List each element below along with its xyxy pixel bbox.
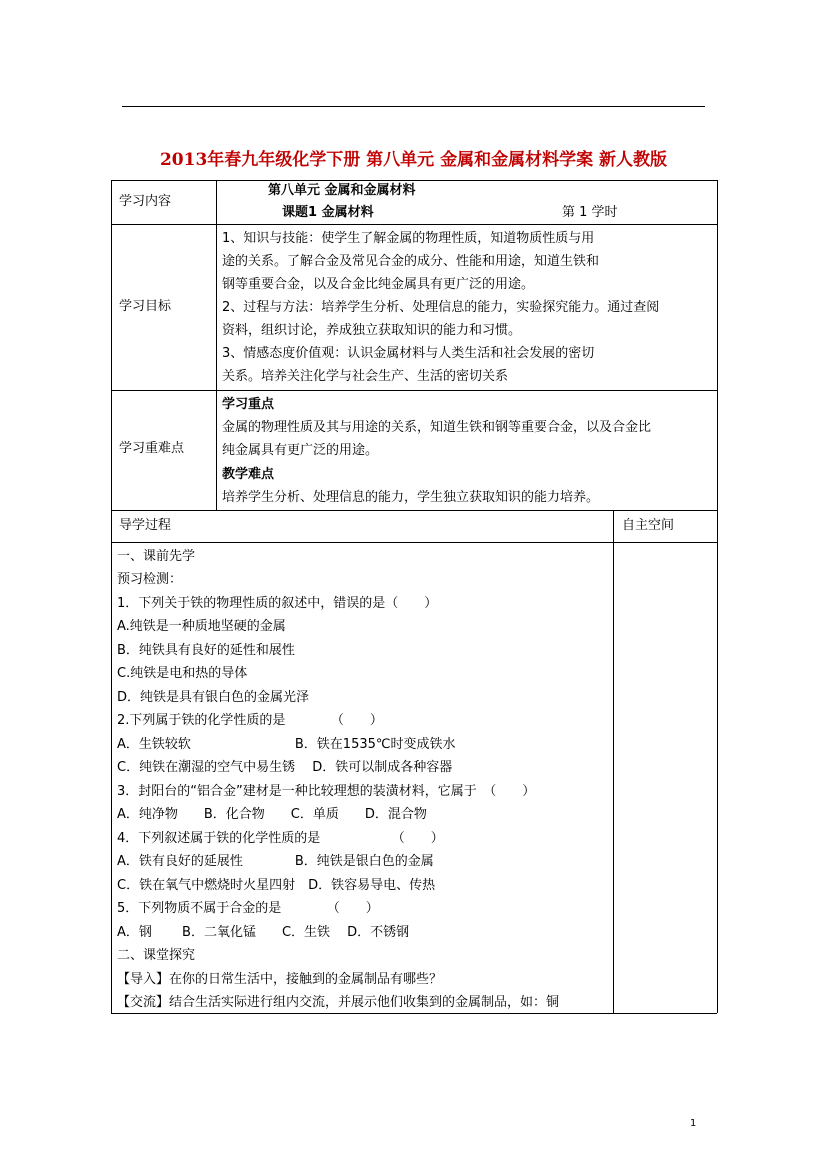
row-divider [111, 224, 717, 225]
goal-line: 资料，组织讨论，养成独立获取知识的能力和习惯。 [222, 323, 522, 338]
topic-title: 课题1 金属材料 [282, 205, 374, 220]
process-line: D．纯铁是具有银白色的金属光泽 [117, 690, 310, 705]
process-line: 3．封阳台的“铝合金”建材是一种比较理想的装潢材料，它属于 （ ） [117, 784, 536, 799]
goal-line: 2、过程与方法：培养学生分析、处理信息的能力，实验探究能力。通过查阅 [222, 300, 660, 315]
period-label: 第 1 学时 [562, 205, 618, 220]
notes-header: 自主空间 [622, 518, 675, 533]
process-line: 2.下列属于铁的化学性质的是 （ ） [117, 713, 383, 728]
process-line: C.纯铁是电和热的导体 [117, 666, 248, 681]
process-line: A．生铁较软 B．铁在1535℃时变成铁水 [117, 737, 456, 752]
process-line: 【交流】结合生活实际进行组内交流，并展示他们收集到的金属制品，如：铜 [117, 995, 560, 1010]
row-divider [111, 390, 717, 391]
process-line: A．纯净物 B．化合物 C．单质 D．混合物 [117, 807, 427, 822]
goal-line: 途的关系。了解合金及常见合金的成分、性能和用途，知道生铁和 [222, 254, 600, 269]
table-border-left [111, 180, 112, 1013]
focus-line: 纯金属具有更广泛的用途。 [222, 443, 379, 458]
process-line: 二、课堂探究 [117, 948, 196, 963]
process-line: A．铁有良好的延展性 B．纯铁是银白色的金属 [117, 854, 434, 869]
table-border-right [717, 180, 718, 1013]
goal-line: 钢等重要合金，以及合金比纯金属具有更广泛的用途。 [222, 277, 535, 292]
process-line: 1．下列关于铁的物理性质的叙述中，错误的是（ ） [117, 596, 438, 611]
notes-column-divider [613, 510, 614, 1013]
difficulty-line: 培养学生分析、处理信息的能力，学生独立获取知识的能力培养。 [222, 490, 600, 505]
process-line: 5．下列物质不属于合金的是 （ ） [117, 901, 379, 916]
label-column-divider [216, 180, 217, 510]
process-line: C．纯铁在潮湿的空气中易生锈 D．铁可以制成各种容器 [117, 760, 453, 775]
key-label: 学习重难点 [119, 441, 185, 456]
goal-line: 1、知识与技能：使学生了解金属的物理性质，知道物质性质与用 [222, 231, 595, 246]
process-line: 4．下列叙述属于铁的化学性质的是 （ ） [117, 831, 444, 846]
process-header: 导学过程 [119, 518, 172, 533]
process-line: C．铁在氧气中燃烧时火星四射 D．铁容易导电、传热 [117, 878, 436, 893]
focus-line: 金属的物理性质及其与用途的关系，知道生铁和钢等重要合金，以及合金比 [222, 420, 652, 435]
page-number: 1 [690, 1118, 697, 1129]
row-divider [111, 542, 717, 543]
goal-line: 3、情感态度价值观：认识金属材料与人类生活和社会发展的密切 [222, 346, 595, 361]
process-line: B．纯铁具有良好的延性和展性 [117, 643, 295, 658]
process-line: 一、课前先学 [117, 549, 196, 564]
goals-label: 学习目标 [119, 299, 172, 314]
row-divider [111, 510, 717, 511]
focus-heading: 学习重点 [222, 397, 275, 412]
document-title: 2013年春九年级化学下册 第八单元 金属和金属材料学案 新人教版 [159, 150, 668, 170]
process-line: A．钢 B．二氧化锰 C．生铁 D．不锈钢 [117, 925, 410, 940]
process-line: 【导入】在你的日常生活中，接触到的金属制品有哪些？ [117, 972, 443, 987]
process-line: 预习检测： [117, 572, 183, 587]
difficulty-heading: 教学难点 [222, 467, 275, 482]
unit-title: 第八单元 金属和金属材料 [268, 183, 416, 198]
process-line: A.纯铁是一种质地坚硬的金属 [117, 619, 286, 634]
content-label: 学习内容 [119, 194, 172, 209]
goal-line: 关系。培养关注化学与社会生产、生活的密切关系 [222, 369, 509, 384]
